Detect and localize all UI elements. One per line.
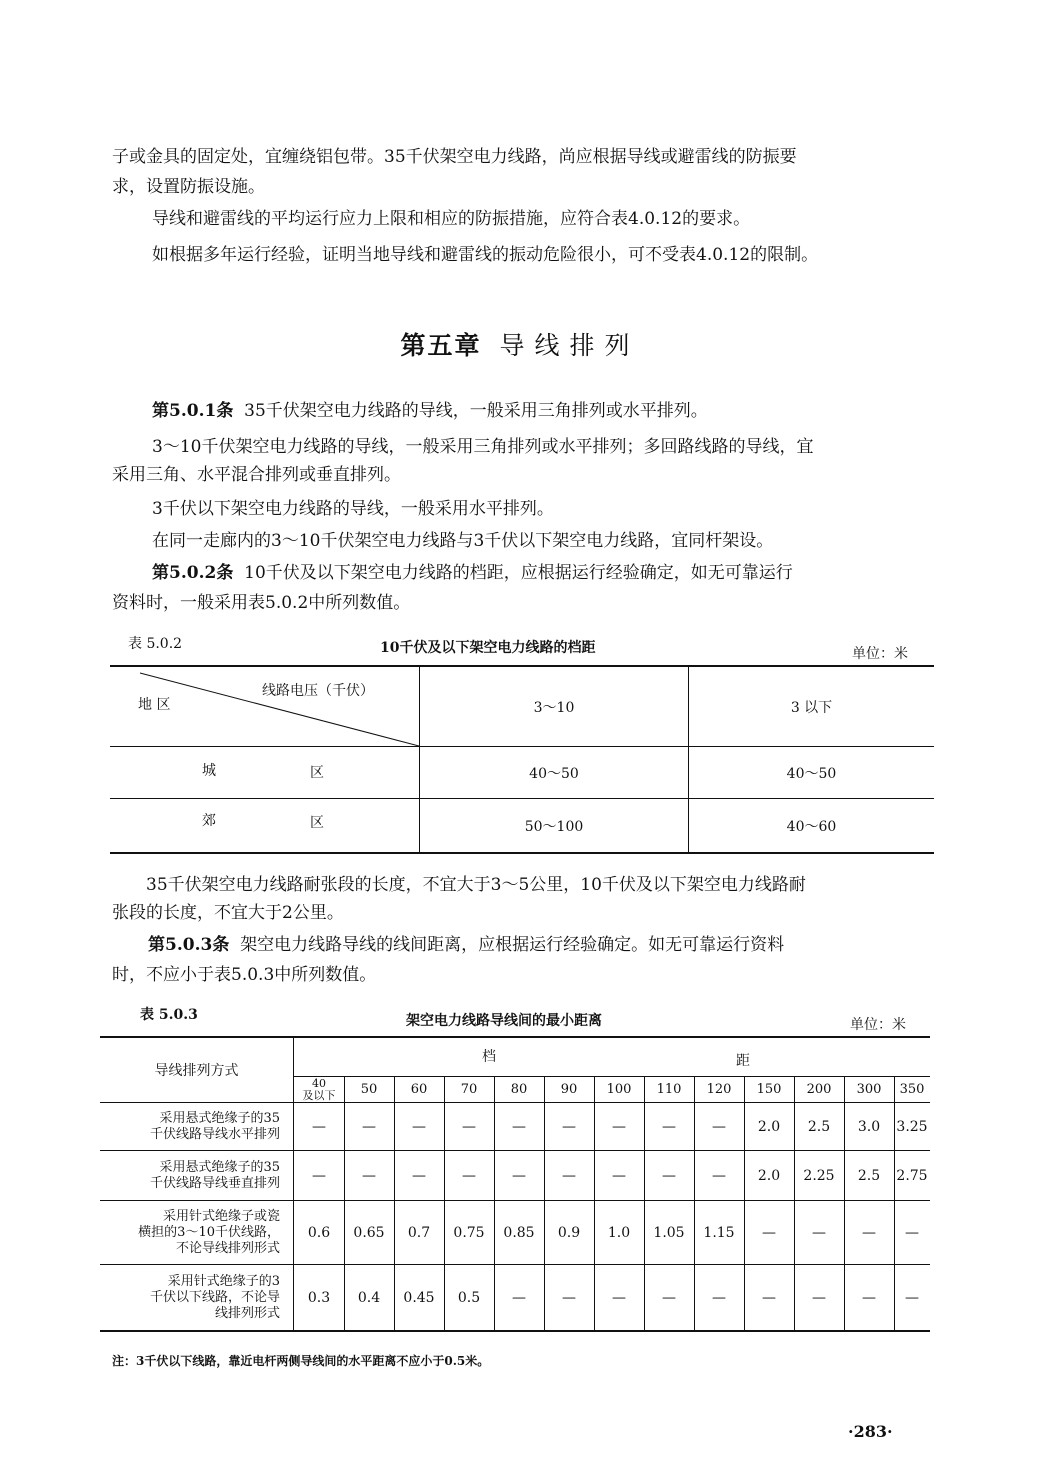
table2-cell: — — [312, 1119, 326, 1135]
table2-cell: 2.75 — [896, 1168, 928, 1184]
table2-cell: 2.0 — [757, 1168, 781, 1184]
table2-cell: — — [762, 1289, 776, 1306]
table2-cell: 0.85 — [503, 1225, 535, 1241]
table2-cell: — — [862, 1289, 876, 1306]
table2-cell: — — [612, 1289, 626, 1306]
table2-row-label: 采用悬式绝缘子的35 千伏线路导线水平排列 — [149, 1111, 280, 1142]
article-5-0-1-p2b: 采用三角、水平混合排列或垂直排列。 — [112, 465, 401, 485]
chapter-title — [0, 326, 1040, 362]
table2-span-header: 60 — [410, 1081, 428, 1097]
table2-span-header: 200 — [806, 1081, 832, 1097]
tension-section-line-2: 张段的长度，不宜大于2公里。 — [112, 903, 344, 923]
table2-span-header: 70 — [460, 1081, 478, 1097]
table2-cell: — — [712, 1119, 726, 1135]
table2-cell: — — [362, 1119, 376, 1135]
table2-cell: 0.5 — [457, 1289, 481, 1306]
table2-cell: — — [562, 1289, 576, 1306]
table2-cell: 0.65 — [353, 1225, 385, 1241]
table2-cell: — — [462, 1119, 476, 1135]
table-corner-area: 地 区 — [138, 697, 171, 713]
table2-id: 表 5.0.3 — [140, 1007, 198, 1023]
table2-cell: — — [712, 1289, 726, 1306]
article-text: 10千伏及以下架空电力线路的档距，应根据运行经验确定，如无可靠运行 — [244, 563, 793, 583]
table2-cell: 2.5 — [857, 1168, 881, 1184]
table2-cell: 1.05 — [653, 1225, 685, 1241]
table2-cell: — — [905, 1289, 919, 1306]
table2-cell: — — [412, 1168, 426, 1184]
intro-line-4: 如根据多年运行经验，证明当地导线和避雷线的振动危险很小，可不受表4.0.12的限制。 — [152, 245, 819, 265]
table2-span-header: 150 — [756, 1081, 782, 1097]
table2-cell: — — [662, 1289, 676, 1306]
table2-cell: 2.25 — [803, 1168, 835, 1184]
table-corner-voltage: 线路电压（千伏） — [262, 683, 374, 699]
table2-cell: 2.0 — [757, 1119, 781, 1135]
article-5-0-3 — [148, 930, 784, 960]
table2-row-label: 采用针式绝缘子或瓷 横担的3～10千伏线路， 不论导线排列形式 — [138, 1209, 280, 1256]
table2-span-header: 110 — [656, 1081, 682, 1097]
table2-cell: — — [762, 1225, 776, 1241]
table2-span-header: 100 — [606, 1081, 632, 1097]
table2-cell: 3.0 — [857, 1119, 881, 1135]
table2-span-header: 120 — [706, 1081, 732, 1097]
article-5-0-1 — [152, 396, 708, 426]
table-title: 10千伏及以下架空电力线路的档距 — [380, 640, 596, 656]
article-5-0-3-line2: 时，不应小于表5.0.3中所列数值。 — [112, 965, 377, 985]
table2-cell: — — [862, 1225, 876, 1241]
table2-cell: 0.3 — [307, 1289, 331, 1306]
table2-row-label: 采用悬式绝缘子的35 千伏线路导线垂直排列 — [149, 1160, 280, 1191]
table2-cell: 0.9 — [557, 1225, 581, 1241]
article-label: 第5.0.1条 — [152, 401, 234, 421]
table2-cell: — — [812, 1225, 826, 1241]
table2-cell: — — [612, 1119, 626, 1135]
table2-cell: — — [512, 1168, 526, 1184]
table2-cell: — — [512, 1289, 526, 1306]
table-unit: 单位：米 — [852, 646, 908, 662]
table2-span-header: 350 — [899, 1081, 925, 1097]
intro-line-3: 导线和避雷线的平均运行应力上限和相应的防振措施，应符合表4.0.12的要求。 — [152, 209, 751, 229]
article-label: 第5.0.2条 — [152, 563, 234, 583]
table2-cell: 0.7 — [407, 1225, 431, 1241]
table2-cell: — — [312, 1168, 326, 1184]
table2-row-header: 导线排列方式 — [154, 1063, 239, 1079]
article-text: 35千伏架空电力线路的导线，一般采用三角排列或水平排列。 — [244, 401, 708, 421]
table2-cell: 1.15 — [703, 1225, 735, 1241]
table-row-area: 区 — [310, 765, 324, 781]
table2-span-header: 90 — [560, 1081, 578, 1097]
table2-span-header: 300 — [856, 1081, 882, 1097]
table2-span-header-b: 距 — [736, 1053, 750, 1069]
table-cell: 40～60 — [786, 818, 837, 835]
table2-unit: 单位：米 — [850, 1017, 906, 1033]
chapter-number: 第五章 — [400, 331, 482, 360]
table-column-header: 3～10 — [533, 699, 575, 716]
table2-cell: 0.4 — [357, 1289, 381, 1306]
table2-cell: — — [512, 1119, 526, 1135]
table2-cell: 0.75 — [453, 1225, 485, 1241]
table2-cell: — — [412, 1119, 426, 1135]
table-row-area: 郊 — [202, 813, 216, 829]
table2-cell: — — [662, 1168, 676, 1184]
table2-span-header: 80 — [510, 1081, 528, 1097]
table-column-header: 3 以下 — [790, 699, 833, 716]
table2-cell: — — [362, 1168, 376, 1184]
article-5-0-1-p4: 在同一走廊内的3～10千伏架空电力线路与3千伏以下架空电力线路，宜同杆架设。 — [152, 531, 774, 551]
table2-cell: 1.0 — [607, 1225, 631, 1241]
table2-cell: 0.6 — [307, 1225, 331, 1241]
intro-line-2: 求，设置防振设施。 — [112, 177, 265, 197]
table-cell: 40～50 — [529, 765, 579, 782]
table-note: 注：3千伏以下线路，靠近电杆两侧导线间的水平距离不应小于0.5米。 — [112, 1354, 490, 1368]
table2-span-header-a: 档 — [482, 1049, 496, 1065]
table2-cell: — — [562, 1168, 576, 1184]
table2-span-header: 50 — [360, 1081, 378, 1097]
table2-row-label: 采用针式绝缘子的3 千伏以下线路，不论导 线排列形式 — [149, 1273, 280, 1321]
article-5-0-1-p3: 3千伏以下架空电力线路的导线，一般采用水平排列。 — [152, 499, 554, 519]
page-number: ·283· — [848, 1422, 893, 1441]
table-cell: 40～50 — [786, 765, 837, 782]
table2-cell: — — [462, 1168, 476, 1184]
table2-cell: 3.25 — [896, 1119, 928, 1135]
table2-cell: — — [905, 1225, 919, 1241]
article-label: 第5.0.3条 — [148, 935, 230, 955]
article-5-0-1-p2a: 3～10千伏架空电力线路的导线，一般采用三角排列或水平排列；多回路线路的导线，宜 — [152, 437, 814, 457]
table2-cell: — — [612, 1168, 626, 1184]
table2-cell: — — [662, 1119, 676, 1135]
table2-cell: — — [712, 1168, 726, 1184]
table-row-area: 区 — [310, 815, 324, 831]
table2-span-header: 40 及以下 — [302, 1076, 336, 1102]
chapter-name: 导线排列 — [499, 331, 640, 360]
table2-cell: 0.45 — [403, 1289, 435, 1306]
table2-title: 架空电力线路导线间的最小距离 — [406, 1013, 602, 1029]
article-5-0-2-line2: 资料时，一般采用表5.0.2中所列数值。 — [112, 593, 411, 613]
table-id: 表 5.0.2 — [128, 636, 183, 652]
table2-cell: 2.5 — [807, 1119, 831, 1135]
table2-cell: — — [812, 1289, 826, 1306]
table-cell: 50～100 — [524, 818, 584, 835]
article-text: 架空电力线路导线的线间距离，应根据运行经验确定。如无可靠运行资料 — [240, 935, 785, 955]
table2-cell: — — [562, 1119, 576, 1135]
table-row-area: 城 — [202, 763, 216, 779]
article-5-0-2 — [152, 558, 793, 588]
intro-line-1: 子或金具的固定处，宜缠绕铝包带。35千伏架空电力线路，尚应根据导线或避雷线的防振要 — [112, 147, 797, 167]
tension-section-line-1: 35千伏架空电力线路耐张段的长度，不宜大于3～5公里，10千伏及以下架空电力线路耐 — [146, 875, 806, 895]
